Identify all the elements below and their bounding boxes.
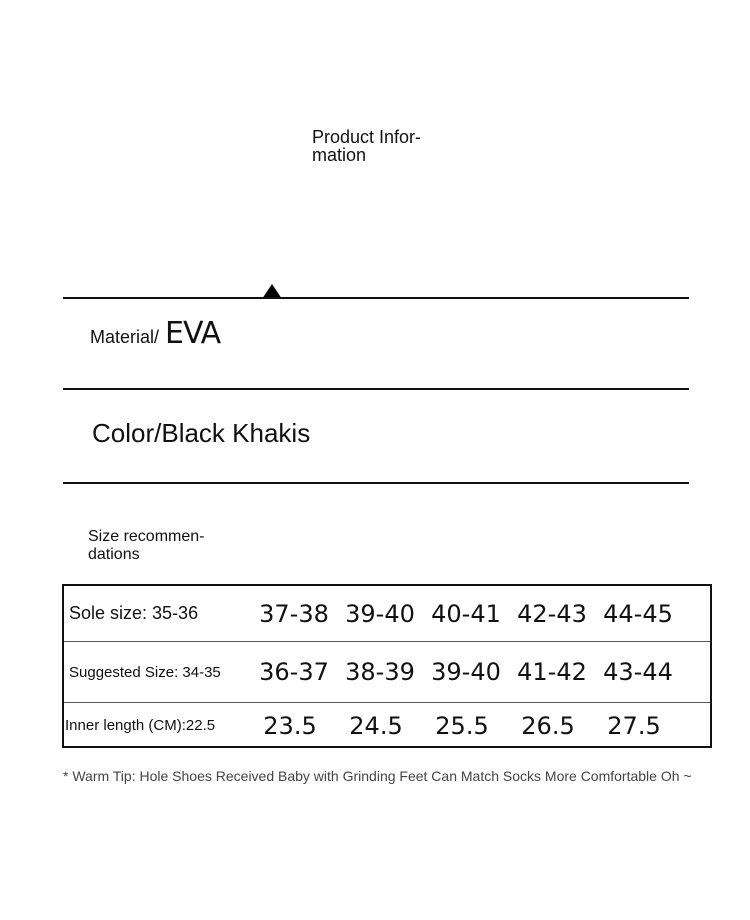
material-label: Material/ (90, 327, 160, 347)
table-cell: 25.5 (435, 711, 489, 740)
size-section-title (88, 528, 238, 564)
warm-tip-text: * Warm Tip: Hole Shoes Received Baby with Grinding Feet Can Match Socks More Comfortable Oh ~ (63, 768, 692, 784)
table-cell: 36-37 (259, 658, 329, 686)
divider-bottom (63, 482, 689, 484)
table-cell: 44-45 (603, 599, 673, 628)
table-cell: 37-38 (259, 599, 329, 628)
table-cell: 41-42 (517, 658, 587, 686)
table-cell: 26.5 (521, 711, 575, 740)
table-cell: 38-39 (345, 658, 415, 686)
table-row (64, 586, 710, 642)
color-text: Color/Black Khakis (92, 418, 311, 448)
table-cell: 23.5 (263, 711, 317, 740)
size-table (62, 584, 712, 748)
page-title-line-2: mation (312, 145, 367, 165)
row-label: Suggested Size: 34-35 (69, 663, 221, 681)
table-cell: 39-40 (345, 599, 415, 628)
table-cell: 40-41 (431, 599, 501, 628)
row-label: Sole size: 35-36 (69, 603, 199, 623)
size-title-line-2: dations (88, 546, 140, 563)
table-row (64, 703, 710, 748)
material-value: EVA (165, 316, 221, 351)
table-cell: 43-44 (603, 658, 673, 686)
table-cell: 42-43 (517, 599, 587, 628)
material-row (90, 316, 220, 351)
page-title (312, 128, 447, 164)
divider-middle (63, 388, 689, 390)
table-cell: 27.5 (607, 711, 661, 740)
table-cell: 24.5 (349, 711, 403, 740)
page-title-line-1: Product Infor- (312, 127, 422, 147)
size-title-line-1: Size recommen- (88, 528, 205, 545)
divider-top (63, 297, 689, 299)
table-cell: 39-40 (431, 658, 501, 686)
table-row (64, 642, 710, 703)
row-label: Inner length (CM):22.5 (65, 717, 216, 734)
